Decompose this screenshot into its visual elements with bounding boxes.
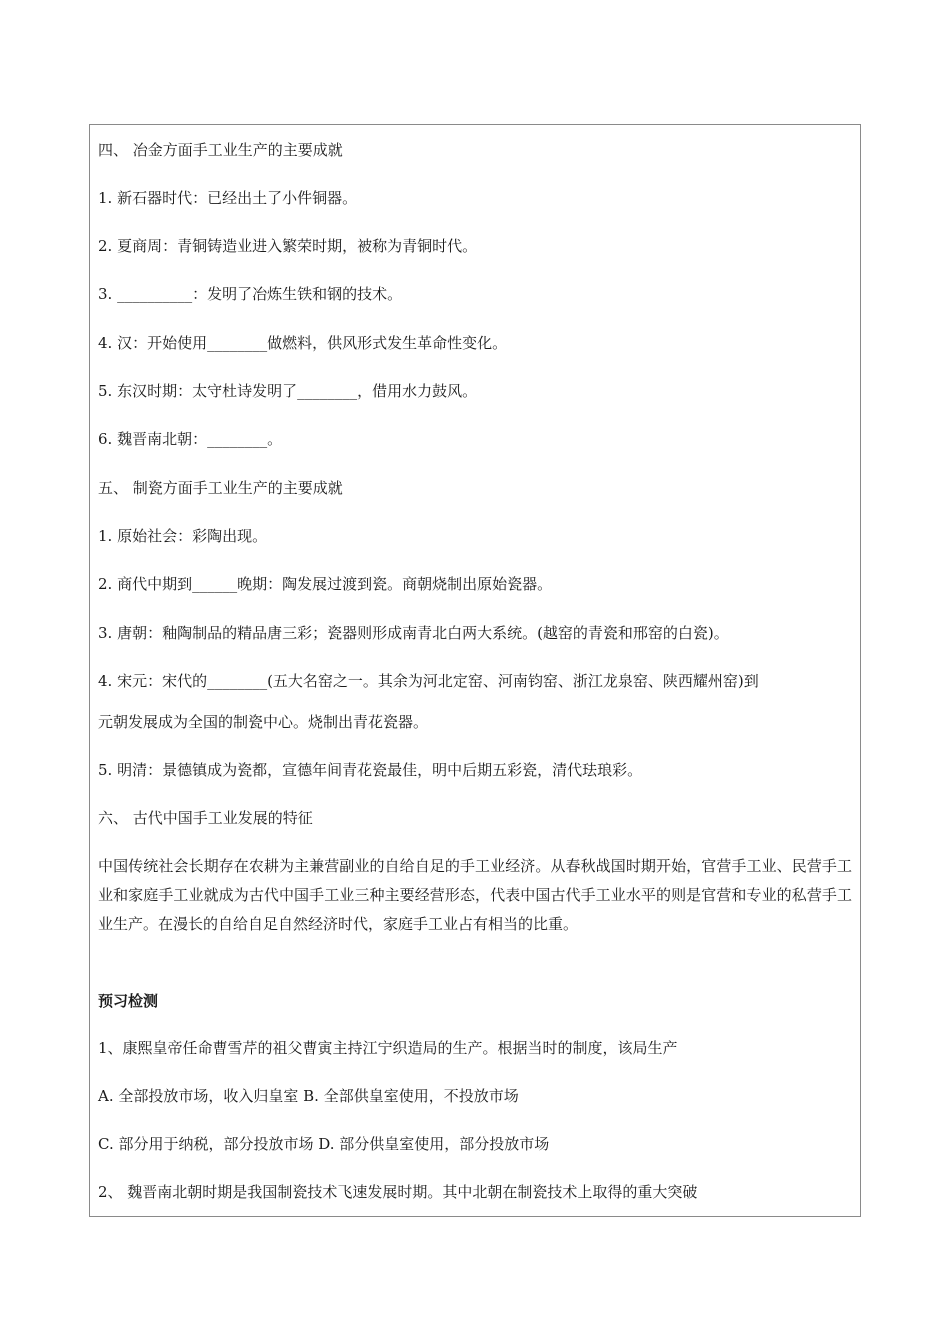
list-item: 5. 明清：景德镇成为瓷都，宣德年间青花瓷最佳，明中后期五彩瓷，清代珐琅彩。 — [98, 761, 643, 779]
heading-metallurgy: 四、 冶金方面手工业生产的主要成就 — [98, 141, 343, 159]
heading-characteristics: 六、 古代中国手工业发展的特征 — [98, 809, 313, 827]
question-1-options-ab: A. 全部投放市场，收入归皇室 B. 全部供皇室使用，不投放市场 — [98, 1087, 519, 1105]
list-item-continuation: 元朝发展成为全国的制瓷中心。烧制出青花瓷器。 — [98, 713, 429, 731]
heading-porcelain: 五、 制瓷方面手工业生产的主要成就 — [98, 479, 343, 497]
characteristics-paragraph: 中国传统社会长期存在农耕为主兼营副业的自给自足的手工业经济。从春秋战国时期开始，官营手工业、民营手工业和家庭手工业就成为古代中国手工业三种主要经营形态，代表中国古代手工业水平的则是官营和专业的私营手工业生产。在漫长的自给自足自然经济时代，家庭手工业占有相当的比重。 — [98, 857, 852, 933]
list-item: 3. 唐朝：釉陶制品的精品唐三彩；瓷器则形成南青北白两大系统。(越窑的青瓷和邢窑的白瓷)。 — [98, 624, 729, 642]
list-item: 2. 商代中期到______晚期：陶发展过渡到瓷。商朝烧制出原始瓷器。 — [98, 575, 553, 593]
question-2: 2、 魏晋南北朝时期是我国制瓷技术飞速发展时期。其中北朝在制瓷技术上取得的重大突破 — [98, 1183, 698, 1201]
list-item: 4. 汉：开始使用________做燃料，供风形式发生革命性变化。 — [98, 334, 508, 352]
list-item: 6. 魏晋南北朝：________。 — [98, 430, 283, 448]
list-item: 5. 东汉时期：太守杜诗发明了________，借用水力鼓风。 — [98, 382, 478, 400]
list-item: 1. 新石器时代：已经出土了小件铜器。 — [98, 189, 358, 207]
list-item: 4. 宋元：宋代的________(五大名窑之一。其余为河北定窑、河南钧窑、浙江龙泉窑、陕西耀州窑)到 — [98, 672, 759, 690]
list-item: 3. __________：发明了冶炼生铁和钢的技术。 — [98, 285, 403, 303]
question-1-options-cd: C. 部分用于纳税，部分投放市场 D. 部分供皇室使用，部分投放市场 — [98, 1135, 550, 1153]
list-item: 2. 夏商周：青铜铸造业进入繁荣时期，被称为青铜时代。 — [98, 237, 478, 255]
list-item: 1. 原始社会：彩陶出现。 — [98, 527, 268, 545]
question-1: 1、康熙皇帝任命曹雪芹的祖父曹寅主持江宁织造局的生产。根据当时的制度，该局生产 — [98, 1039, 678, 1057]
section-title: 预习检测 — [98, 992, 159, 1010]
